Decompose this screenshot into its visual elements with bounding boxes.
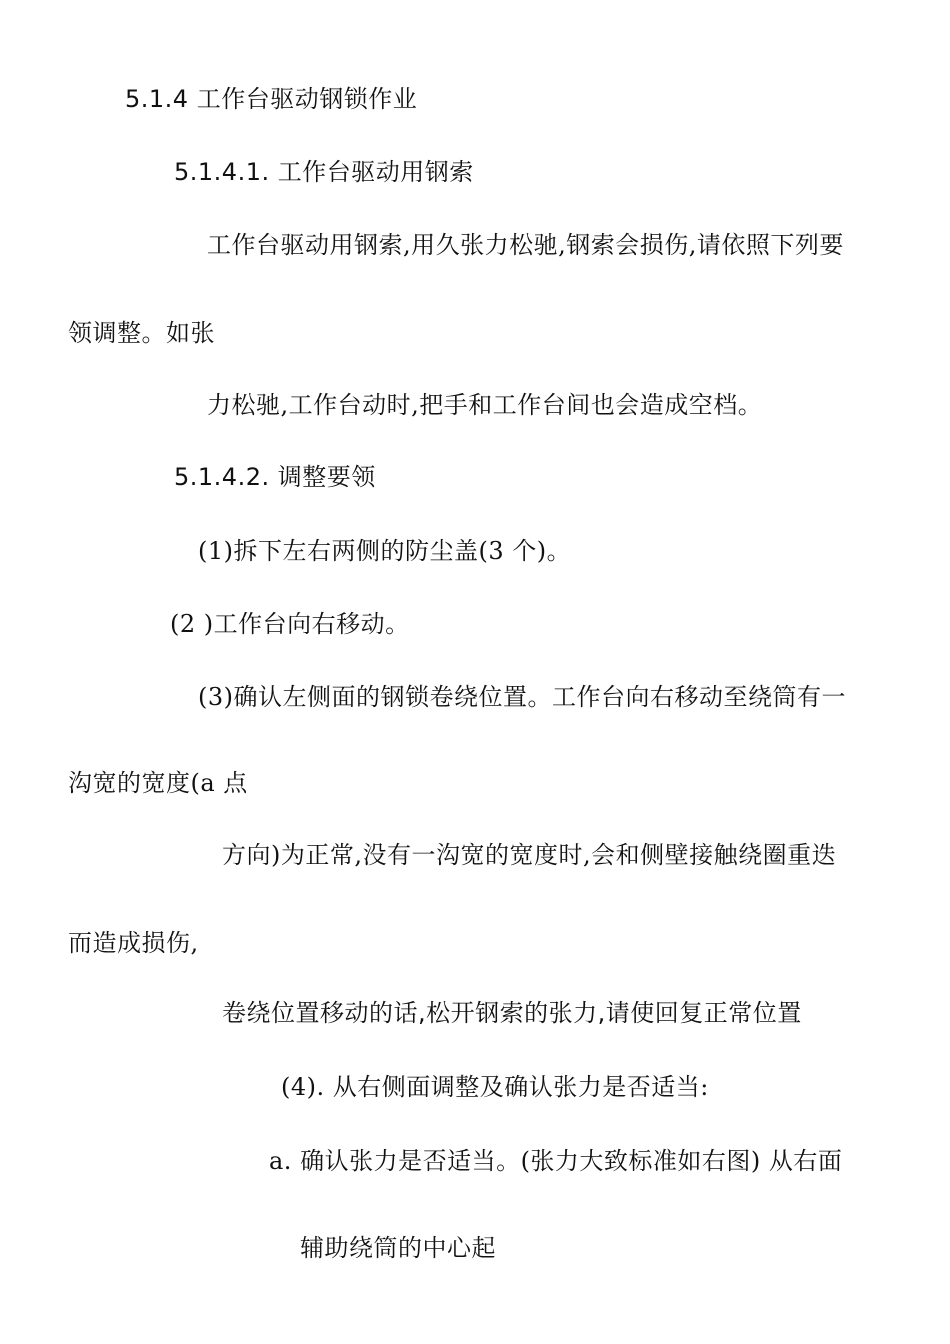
paragraph-line: 力松驰,工作台动时,把手和工作台间也会造成空档。 [207,391,763,419]
paragraph-line: 卷绕位置移动的话,松开钢索的张力,请使回复正常位置 [222,999,802,1027]
list-item: (3)确认左侧面的钢锁卷绕位置。工作台向右移动至绕筒有一 [198,683,846,711]
heading-5-1-4-1: 5.1.4.1. 工作台驱动用钢索 [174,158,474,186]
paragraph-line: 辅助绕筒的中心起 [300,1234,496,1262]
heading-5-1-4: 5.1.4 工作台驱动钢锁作业 [125,85,418,113]
paragraph-line: 而造成损伤, [68,929,199,957]
list-item: a. 确认张力是否适当。(张力大致标准如右图) 从右面 [269,1147,843,1175]
list-item: (1)拆下左右两侧的防尘盖(3 个)。 [198,537,572,565]
paragraph-line: 工作台驱动用钢索,用久张力松驰,钢索会损伤,请依照下列要 [207,231,844,259]
paragraph-line: 方向)为正常,没有一沟宽的宽度时,会和侧壁接触绕圈重迭 [222,841,837,869]
paragraph-line: 领调整。如张 [68,319,215,347]
list-item: (2 )工作台向右移动。 [170,610,410,638]
heading-5-1-4-2: 5.1.4.2. 调整要领 [174,463,376,491]
list-item: (4). 从右侧面调整及确认张力是否适当: [281,1073,709,1101]
paragraph-line: 沟宽的宽度(a 点 [68,769,248,797]
